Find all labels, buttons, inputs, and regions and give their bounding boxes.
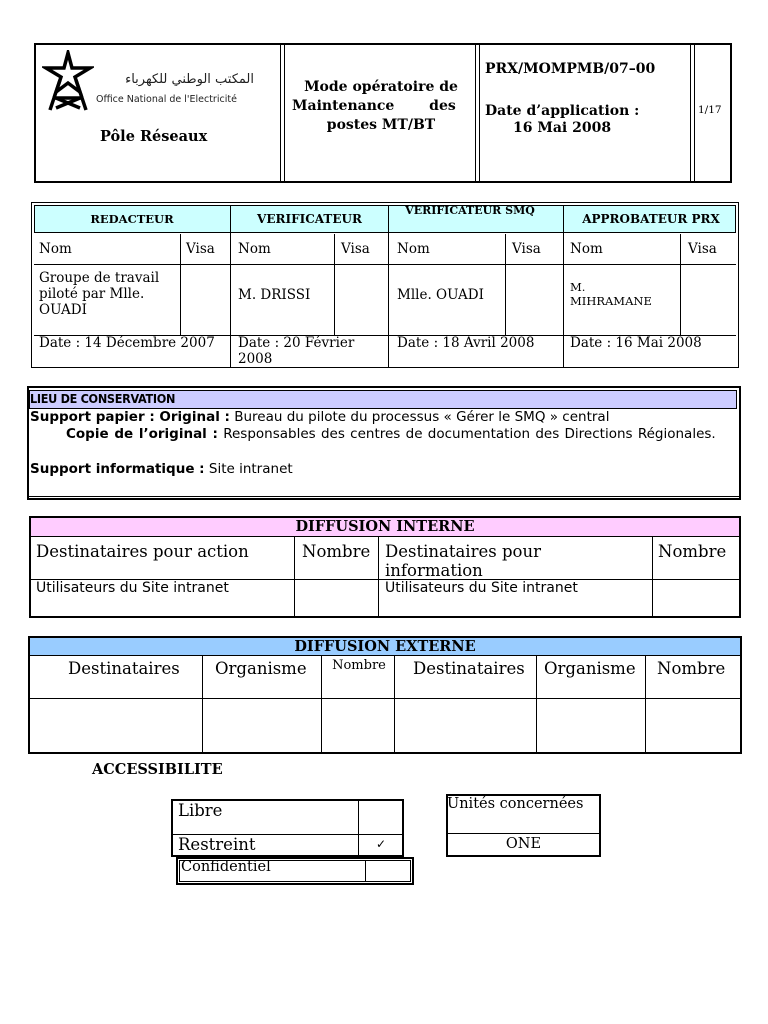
nom-label: Nom <box>238 241 271 257</box>
visa-label: Visa <box>688 241 717 257</box>
verificateur-smq-date: Date : 18 Avril 2008 <box>397 335 535 351</box>
verificateur-name: M. DRISSI <box>238 287 311 303</box>
org-name-french: Office National de l'Electricité <box>96 94 237 105</box>
pole-label: Pôle Réseaux <box>100 128 208 145</box>
col-nombre: Nombre <box>658 542 727 561</box>
document-title <box>286 78 476 135</box>
ext-col-organisme: Organisme <box>544 659 636 678</box>
redacteur-name: Groupe de travail piloté par Mlle. OUADI <box>39 270 160 318</box>
nom-label: Nom <box>39 241 72 257</box>
application-date-value: 16 Mai 2008 <box>513 120 612 136</box>
unites-value: ONE <box>505 836 542 852</box>
verificateur-date: Date : 20 Février 2008 <box>238 335 355 367</box>
one-logo <box>42 50 252 115</box>
ext-col-nombre: Nombre <box>657 659 726 678</box>
ext-col-destinataires: Destinataires <box>413 659 525 678</box>
nom-label: Nom <box>570 241 603 257</box>
support-informatique-line: Support informatique : Site intranet <box>30 461 293 477</box>
header-redacteur: REDACTEUR <box>90 212 174 226</box>
accessibilite-title: ACCESSIBILITE <box>92 761 223 778</box>
col-nombre: Nombre <box>302 542 371 561</box>
title-line-1: Mode opératoire de <box>304 79 458 95</box>
redacteur-date: Date : 14 Décembre 2007 <box>39 335 215 351</box>
checkmark-icon: ✓ <box>375 837 387 851</box>
access-confidentiel-label: Confidentiel <box>181 859 271 875</box>
approbateur-name: M. MIHRAMANE <box>570 280 652 308</box>
visa-label: Visa <box>512 241 541 257</box>
document-reference: PRX/MOMPMB/07–00 <box>485 61 656 77</box>
access-libre-label: Libre <box>178 801 223 820</box>
row-information-value: Utilisateurs du Site intranet <box>385 580 578 596</box>
title-line-3: postes MT/BT <box>326 117 436 133</box>
visa-label: Visa <box>341 241 370 257</box>
unites-label: Unités concernées <box>447 796 584 812</box>
diffusion-interne-title: DIFFUSION INTERNE <box>295 518 475 535</box>
access-restreint-label: Restreint <box>178 835 256 854</box>
approbateur-date: Date : 16 Mai 2008 <box>570 335 702 351</box>
org-name-arabic: المكتب الوطني للكهرباء <box>125 72 254 87</box>
row-action-value: Utilisateurs du Site intranet <box>36 580 229 596</box>
header-approbateur: APPROBATEUR PRX <box>582 212 720 226</box>
application-date-label: Date d’application : <box>485 103 640 119</box>
ext-col-destinataires: Destinataires <box>68 659 180 678</box>
conservation-title: LIEU DE CONSERVATION <box>30 391 176 406</box>
diffusion-externe-title: DIFFUSION EXTERNE <box>294 638 476 655</box>
support-papier-line: Support papier : Original : Bureau du pilote du processus « Gérer le SMQ » central <box>30 409 610 425</box>
pylon-icon <box>42 50 94 112</box>
ext-col-organisme: Organisme <box>215 659 307 678</box>
header-verificateur: VERIFICATEUR <box>257 212 362 226</box>
header-verificateur-smq: VERIFICATEUR SMQ <box>405 204 535 217</box>
visa-label: Visa <box>186 241 215 257</box>
copie-original-line: Copie de l’original : Responsables des centres de documentation des Directions Régionales. <box>66 426 716 442</box>
ext-col-nombre: Nombre <box>332 658 386 673</box>
verificateur-smq-name: Mlle. OUADI <box>397 287 484 303</box>
nom-label: Nom <box>397 241 430 257</box>
page-number: 1/17 <box>698 104 722 116</box>
col-destinataires-information: Destinataires pour information <box>385 542 541 580</box>
title-line-2: Maintenance des <box>292 98 456 114</box>
col-destinataires-action: Destinataires pour action <box>36 542 249 561</box>
